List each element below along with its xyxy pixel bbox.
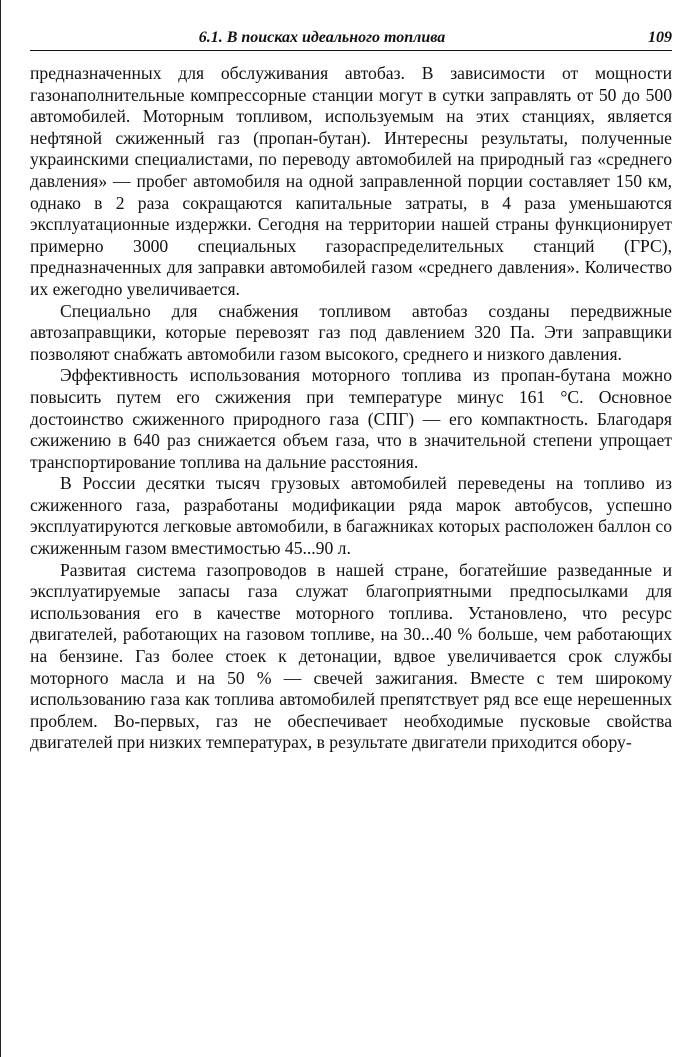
- header-rule: [30, 50, 672, 51]
- paragraph-5: Развитая система газопроводов в нашей стране, богатейшие разведанные и эксплуатируемые запасы газа служат благоприятными предпосылками для использования его в качестве моторного топлива. Установлено, что ресурс двигателей, работающих на газовом топливе, на 30...40 % больше, чем работающих на бензине. Газ более стоек к детонации, вдвое увеличивается срок службы моторного масла и на 50 % — свечей зажигания. Вместе с тем широкому использованию газа как топлива автомобилей препятствует ряд все еще нерешенных проблем. Во-первых, газ не обеспечивает необходимые пусковые свойства двигателей при низких температурах, в результате двигатели приходится обору-: [30, 559, 672, 753]
- paragraph-3: Эффективность использования моторного топлива из пропан-бутана можно повысить путем его сжижения при температуре минус 161 °C. Основное достоинство сжиженного природного газа (СПГ) — его компактность. Благодаря сжижению в 640 раз снижается объем газа, что в значительной степени упрощает транспортирование топлива на дальние расстояния.: [30, 365, 672, 472]
- body-text: [30, 63, 672, 754]
- page-edge-line: [0, 0, 1, 1057]
- page-number: 109: [648, 29, 672, 46]
- paragraph-4: В России десятки тысяч грузовых автомобилей переведены на топливо из сжиженного газа, разработаны модификации ряда марок автобусов, успешно эксплуатируются легковые автомобили, в багажниках которых расположен баллон со сжиженным газом вместимостью 45...90 л.: [30, 473, 672, 559]
- paragraph-1: предназначенных для обслуживания автобаз. В зависимости от мощности газонаполнительные компрессорные станции могут в сутки заправлять от 50 до 500 автомобилей. Моторным топливом, используемым на этих станциях, является нефтяной сжиженный газ (пропан-бутан). Интересны результаты, полученные украинскими специалистами, по переводу автомобилей на природный газ «среднего давления» — пробег автомобиля на одной заправленной порции составляет 150 км, однако в 2 раза сокращаются капитальные затраты, в 4 раза уменьшаются эксплуатационные издержки. Сегодня на территории нашей страны функционирует примерно 3000 специальных газораспределительных станций (ГРС), предназначенных для заправки автомобилей газом «среднего давления». Количество их ежегодно увеличивается.: [30, 63, 672, 299]
- page-header: [30, 28, 672, 48]
- running-head: 6.1. В поисках идеального топлива: [198, 29, 446, 46]
- paragraph-2: Специально для снабжения топливом автобаз созданы передвижные автозаправщики, которые перевозят газ под давлением 320 Па. Эти заправщики позволяют снабжать автомобили газом высокого, среднего и низкого давления.: [30, 300, 672, 364]
